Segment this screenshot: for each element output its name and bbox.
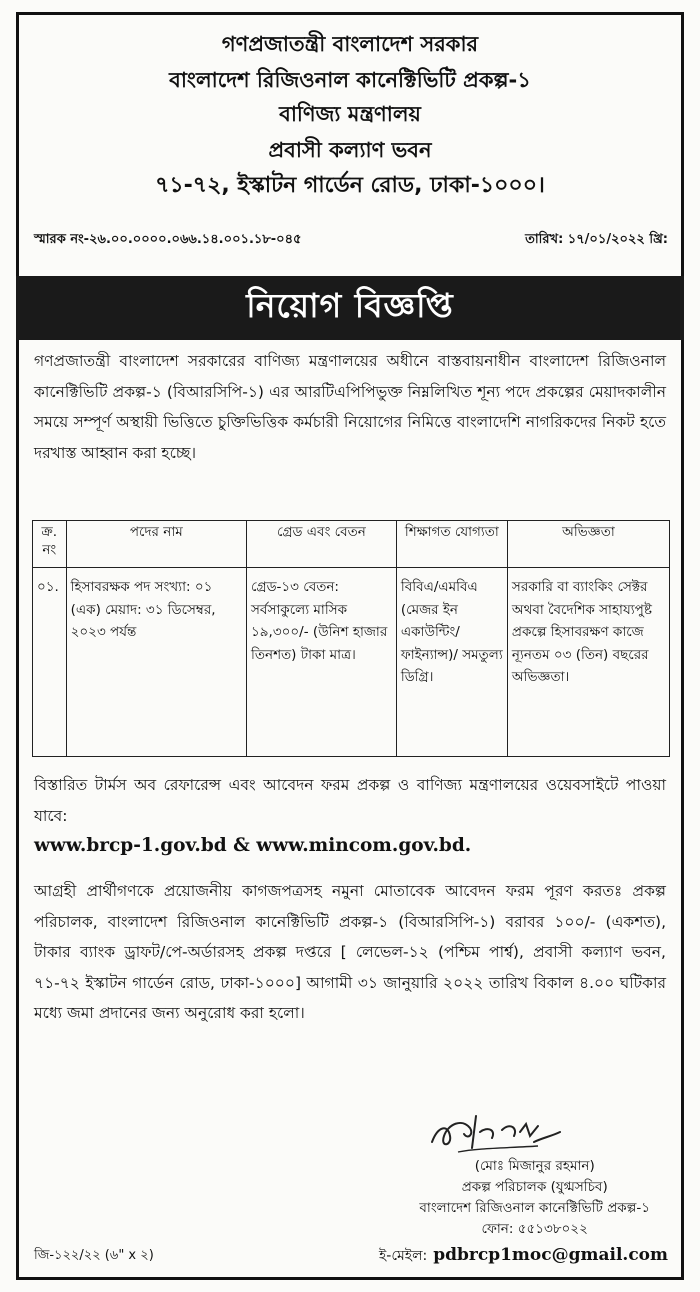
website-links[interactable]: www.brcp-1.gov.bd & www.mincom.gov.bd. [34, 835, 472, 856]
col-education: শিক্ষাগত যোগ্যতা [396, 521, 507, 568]
email-label: ই-মেইল: [379, 1248, 428, 1264]
vacancy-table [32, 520, 670, 757]
cell-serial: ০১. [33, 568, 67, 757]
header-government: গণপ্রজাতন্ত্রী বাংলাদেশ সরকার [221, 32, 479, 56]
col-serial: ক্র. নং [33, 521, 67, 568]
header-building: প্রবাসী কল্যাণ ভবন [268, 138, 432, 162]
email-line [379, 1244, 668, 1268]
signatory-designation: প্রকল্প পরিচালক (যুগ্মসচিব) [461, 1179, 608, 1195]
header-ministry: বাণিজ্য মন্ত্রণালয় [279, 102, 421, 126]
cell-grade: গ্রেড-১৩ বেতন: সর্বসাকুল্যে মাসিক ১৯,৩০০/- (উনিশ হাজার তিনশত) টাকা মাত্র। [247, 568, 397, 757]
application-paragraph: আগ্রহী প্রার্থীগণকে প্রয়োজনীয় কাগজপত্রসহ নমুনা মোতাবেক আবেদন ফরম পূরণ করতঃ প্রকল্প পরিচালক, বাংলাদেশ রিজিওনাল কানেক্টিভিটি প্রকল্প-১ (বিআরসিপি-১) বরাবর ১০০/- (একশত), টাকার ব্যাংক ড্রাফট/পে-অর্ডারসহ প্রকল্প দপ্তরে [ লেভেল-১২ (পশ্চিম পার্শ্ব), প্রবাসী কল্যাণ ভবন, ৭১-৭২ ইস্কাটন গার্ডেন রোড, ঢাকা-১০০০] আগামী ৩১ জানুয়ারি ২০২২ তারিখ বিকাল ৪.০০ ঘটিকার মধ্যে জমা প্রদানের জন্য অনুরোধ করা হলো। [34, 882, 666, 1022]
signatory-name: (মোঃ মিজানুর রহমান) [474, 1158, 595, 1174]
signatory-phone: ফোন: ৫৫১৩৮০২২ [481, 1221, 588, 1237]
reference-code: জি-১২২/২২ (৬" x ২) [34, 1248, 154, 1263]
table-header-row [33, 521, 670, 568]
intro-paragraph: গণপ্রজাতন্ত্রী বাংলাদেশ সরকারের বাণিজ্য মন্ত্রণালয়ের অধীনে বাস্তবায়নাধীন বাংলাদেশ রিজিওনাল কানেক্টিভিটি প্রকল্প-১ (বিআরসিপি-১) এর আরটিএপিপিভুক্ত নিম্নলিখিত শূন্য পদে প্রকল্পের মেয়াদকালীন সময়ে সম্পূর্ণ অস্থায়ী ভিত্তিতে চুক্তিভিত্তিক কর্মচারী নিয়োগের নিমিত্তে বাংলাদেশি নাগরিকদের নিকট হতে দরখাস্ত আহ্বান করা হচ্ছে। [34, 352, 666, 462]
memo-number: স্মারক নং-২৬.০০.০০০০.০৬৬.১৪.০০১.১৮-০৪৫ [34, 232, 302, 247]
col-grade: গ্রেড এবং বেতন [247, 521, 397, 568]
table-row [33, 568, 670, 757]
memo-date: তারিখ: ১৭/০১/২০২২ খ্রি: [525, 232, 668, 247]
memo-line [34, 230, 668, 251]
notice-title: নিয়োগ বিজ্ঞপ্তি [246, 286, 454, 325]
cell-experience: সরকারি বা ব্যাংকিং সেক্টর অথবা বৈদেশিক সাহায্যপুষ্ট প্রকল্পে হিসাবরক্ষণ কাজে ন্যূনতম ০৩ (তিন) বছরের অভিজ্ঞতা। [507, 568, 669, 757]
header-project: বাংলাদেশ রিজিওনাল কানেক্টিভিটি প্রকল্প-১ [169, 68, 531, 92]
details-paragraph: বিস্তারিত টার্মস অব রেফারেন্স এবং আবেদন ফরম প্রকল্প ও বাণিজ্য মন্ত্রণালয়ের ওয়েবসাইটে পাওয়া যাবে: [34, 776, 666, 825]
cell-education: বিবিএ/এমবিএ (মেজর ইন একাউন্টিং/ ফাইন্যান্স)/ সমতুল্য ডিগ্রি। [396, 568, 507, 757]
notice-title-banner [16, 276, 684, 340]
header-address: ৭১-৭২, ইস্কাটন গার্ডেন রোড, ঢাকা-১০০০। [155, 173, 545, 198]
cell-post: হিসাবরক্ষক পদ সংখ্যা: ০১ (এক) মেয়াদ: ৩১ ডিসেম্বর, ২০২৩ পর্যন্ত [66, 568, 246, 757]
handwritten-signature [418, 1102, 568, 1160]
col-post: পদের নাম [66, 521, 246, 568]
col-experience: অভিজ্ঞতা [507, 521, 669, 568]
signatory-block [419, 1156, 650, 1240]
email-address[interactable]: pdbrcp1moc@gmail.com [433, 1245, 668, 1265]
signatory-organization: বাংলাদেশ রিজিওনাল কানেক্টিভিটি প্রকল্প-১ [419, 1200, 650, 1216]
